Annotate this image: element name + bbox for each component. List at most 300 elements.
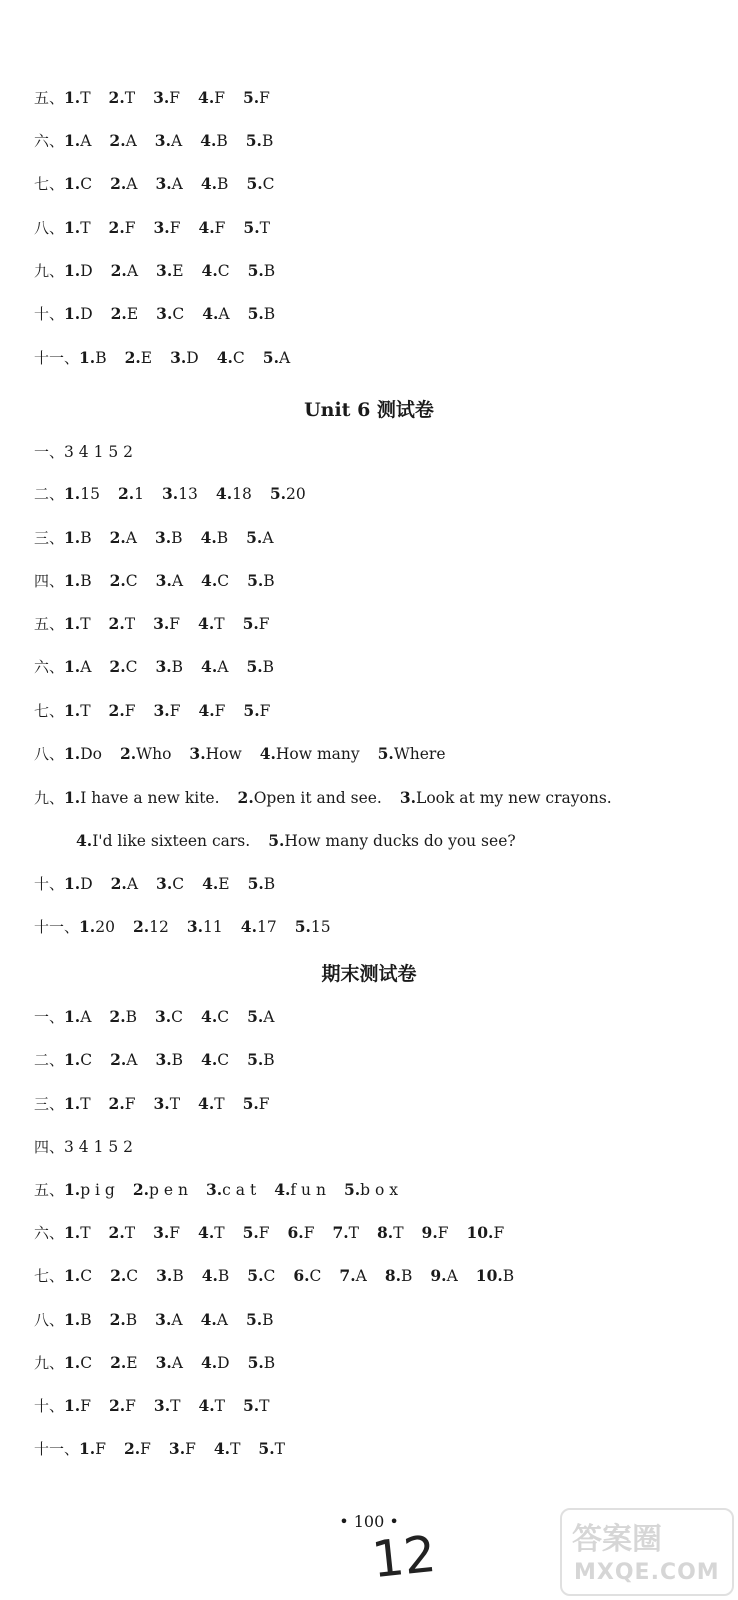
- answer-item: [201, 175, 229, 193]
- item-number: 4.: [201, 1007, 218, 1026]
- answer-item: [64, 305, 93, 323]
- question-number: 七、: [34, 702, 65, 720]
- item-number: 3.: [156, 261, 173, 280]
- item-number: 5.: [269, 484, 287, 503]
- item-number: 3.: [154, 131, 171, 150]
- item-number: 5.: [294, 917, 311, 936]
- item-number: 5.: [247, 304, 264, 323]
- answer-item: [243, 615, 270, 633]
- answer-item: [198, 702, 225, 720]
- item-number: 5.: [247, 571, 264, 590]
- answer-item: [64, 745, 102, 763]
- item-number: 4.: [201, 1266, 218, 1285]
- item-answer: How many: [275, 745, 360, 763]
- question-number: 三、: [34, 1095, 65, 1113]
- item-answer: b o x: [360, 1181, 398, 1199]
- item-number: 3.: [170, 348, 187, 367]
- item-answer: F: [124, 219, 136, 237]
- item-number: 1.: [64, 744, 81, 763]
- answer-line: [34, 174, 293, 194]
- answer-item: [288, 1224, 315, 1242]
- answer-item: [124, 1440, 151, 1458]
- answer-item: [156, 875, 184, 893]
- item-number: 10.: [466, 1223, 494, 1242]
- item-number: 10.: [475, 1266, 503, 1285]
- item-answer: B: [262, 1311, 274, 1329]
- item-number: 5.: [246, 657, 263, 676]
- item-number: 2.: [237, 788, 254, 807]
- item-answer: Look at my new crayons.: [416, 789, 612, 807]
- item-answer: f u n: [290, 1181, 326, 1199]
- item-answer: A: [278, 349, 291, 367]
- item-answer: B: [263, 572, 275, 590]
- item-number: 4.: [198, 88, 215, 107]
- item-number: 5.: [247, 1007, 264, 1026]
- item-answer: B: [171, 658, 184, 676]
- item-number: 5.: [247, 1353, 264, 1372]
- handwritten-mark: 12: [369, 1524, 439, 1590]
- item-answer: B: [216, 132, 228, 150]
- answer-item: [258, 1440, 285, 1458]
- item-answer: T: [80, 1095, 91, 1113]
- answer-item: [246, 1311, 274, 1329]
- item-answer: F: [493, 1224, 505, 1242]
- answer-line: [34, 614, 288, 634]
- item-answer: B: [502, 1267, 515, 1285]
- item-answer: B: [262, 658, 275, 676]
- question-number: 六、: [34, 658, 65, 676]
- item-number: 3.: [153, 614, 170, 633]
- item-answer: F: [437, 1224, 449, 1242]
- question-number: 六、: [34, 1224, 65, 1242]
- item-number: 3.: [153, 218, 170, 237]
- item-number: 5.: [243, 701, 260, 720]
- question-number: 十、: [34, 875, 65, 893]
- item-number: 1.: [64, 528, 81, 547]
- item-number: 3.: [153, 701, 170, 720]
- item-answer: E: [126, 305, 139, 323]
- answer-item: [64, 615, 91, 633]
- item-number: 3.: [153, 1094, 170, 1113]
- answer-item: [64, 789, 220, 807]
- answer-item: [110, 529, 137, 547]
- item-number: 3.: [155, 1050, 172, 1069]
- item-number: 2.: [123, 1439, 141, 1458]
- answer-item: [206, 1181, 256, 1199]
- item-answer: C: [262, 175, 275, 193]
- question-number: 四、: [34, 572, 65, 590]
- answer-item: [201, 1008, 229, 1026]
- question-number: 十一、: [34, 918, 80, 936]
- item-answer: F: [258, 1095, 270, 1113]
- item-number: 8.: [377, 1223, 394, 1242]
- answer-line: [34, 1137, 151, 1157]
- item-answer: C: [232, 349, 245, 367]
- item-answer: B: [172, 1267, 184, 1285]
- answer-item: [155, 175, 182, 193]
- item-answer: F: [214, 89, 225, 107]
- item-number: 5.: [245, 131, 262, 150]
- item-number: 6.: [287, 1223, 304, 1242]
- item-number: 5.: [242, 614, 259, 633]
- item-number: 2.: [132, 1180, 150, 1199]
- item-number: 1.: [64, 874, 81, 893]
- answer-item: [79, 349, 107, 367]
- item-number: 1.: [64, 484, 81, 503]
- item-answer: B: [263, 262, 276, 280]
- item-answer: I have a new kite.: [80, 789, 220, 807]
- item-answer: A: [171, 1311, 183, 1329]
- item-answer: E: [140, 349, 153, 367]
- answer-item: [201, 529, 229, 547]
- answer-line: [34, 1396, 288, 1416]
- item-number: 1.: [64, 88, 81, 107]
- answer-item: [200, 132, 228, 150]
- item-answer: D: [217, 1354, 230, 1372]
- item-answer: 20: [286, 485, 306, 503]
- answer-item: [201, 572, 229, 590]
- item-number: 5.: [243, 218, 260, 237]
- item-answer: C: [217, 572, 230, 590]
- answer-item: [248, 305, 276, 323]
- answer-line: [34, 701, 288, 721]
- item-answer: B: [95, 349, 107, 367]
- item-number: 1.: [64, 1050, 81, 1069]
- item-answer: T: [124, 1224, 136, 1242]
- answer-item: [378, 745, 446, 763]
- item-answer: C: [172, 875, 185, 893]
- answer-item: [64, 1224, 91, 1242]
- item-answer: B: [80, 572, 92, 590]
- answer-item: [110, 1311, 138, 1329]
- answer-item: [260, 745, 360, 763]
- item-number: 2.: [110, 174, 127, 193]
- item-answer: B: [263, 1354, 276, 1372]
- answer-item: [268, 832, 515, 850]
- item-number: 2.: [110, 261, 127, 280]
- item-number: 2.: [109, 571, 126, 590]
- item-answer: I'd like sixteen cars.: [92, 832, 251, 850]
- item-number: 9.: [421, 1223, 438, 1242]
- item-number: 4.: [259, 744, 276, 763]
- item-answer: A: [126, 1051, 138, 1069]
- item-number: 4.: [215, 484, 233, 503]
- answer-item: [64, 572, 92, 590]
- item-number: 5.: [242, 1223, 259, 1242]
- answer-item: [187, 918, 223, 936]
- item-number: 1.: [64, 1310, 81, 1329]
- answer-item: [476, 1267, 514, 1285]
- item-answer: B: [217, 175, 229, 193]
- item-answer: D: [80, 875, 93, 893]
- item-answer: A: [446, 1267, 458, 1285]
- answer-item: [247, 1267, 275, 1285]
- question-number: 九、: [34, 262, 65, 280]
- answer-item: [64, 175, 92, 193]
- item-number: 4.: [202, 874, 219, 893]
- item-number: 5.: [258, 1439, 275, 1458]
- item-number: 5.: [246, 528, 263, 547]
- item-number: 2.: [124, 348, 141, 367]
- item-number: 4.: [198, 218, 215, 237]
- question-number: 二、: [34, 485, 65, 503]
- item-answer: T: [214, 1095, 225, 1113]
- item-answer: F: [259, 702, 271, 720]
- item-answer: B: [171, 529, 183, 547]
- section-heading: Unit 6 测试卷: [304, 399, 434, 421]
- question-number: 六、: [34, 132, 65, 150]
- answer-item: [400, 789, 612, 807]
- item-number: 3.: [162, 484, 179, 503]
- answer-item: [109, 658, 137, 676]
- answer-item: [422, 1224, 449, 1242]
- answer-item: [293, 1267, 321, 1285]
- item-answer: 11: [203, 918, 223, 936]
- answer-line: [34, 218, 288, 238]
- answer-item: [111, 875, 138, 893]
- answer-item: [64, 132, 91, 150]
- answer-line: [34, 442, 151, 462]
- item-number: 1.: [64, 261, 81, 280]
- answer-item: [217, 349, 245, 367]
- answer-item: [243, 219, 270, 237]
- watermark-domain: MXQE.COM: [574, 1560, 720, 1585]
- item-number: 5.: [246, 174, 263, 193]
- answer-item: [198, 615, 225, 633]
- question-number: 九、: [34, 1354, 65, 1372]
- answer-item: [247, 572, 275, 590]
- item-answer: T: [80, 615, 91, 633]
- answer-item: [64, 1008, 91, 1026]
- answer-item: [246, 175, 274, 193]
- answer-item: [170, 349, 199, 367]
- item-answer: C: [217, 1051, 230, 1069]
- answer-item: [189, 745, 241, 763]
- answer-item: [201, 1354, 230, 1372]
- item-number: 4.: [240, 917, 257, 936]
- answer-item: [64, 1051, 92, 1069]
- watermark-logo: [560, 1508, 734, 1596]
- question-number: 七、: [34, 1267, 65, 1285]
- answer-item: [109, 132, 136, 150]
- item-number: 1.: [64, 1007, 81, 1026]
- answer-item: [110, 1267, 138, 1285]
- answer-item: [109, 1397, 136, 1415]
- answer-line: [34, 874, 293, 894]
- answer-item: [64, 702, 91, 720]
- answer-line: [34, 1353, 293, 1373]
- item-number: 5.: [247, 1050, 264, 1069]
- answer-line: [34, 1266, 532, 1286]
- item-answer: F: [258, 615, 270, 633]
- item-answer: F: [95, 1440, 106, 1458]
- item-number: 7.: [339, 1266, 356, 1285]
- answer-item: [109, 1095, 136, 1113]
- item-number: 2.: [109, 1007, 126, 1026]
- answer-item: [64, 1095, 91, 1113]
- answer-item: [64, 1138, 133, 1156]
- item-answer: D: [80, 262, 93, 280]
- item-number: 4.: [198, 614, 215, 633]
- item-answer: 12: [149, 918, 169, 936]
- item-number: 2.: [109, 1310, 126, 1329]
- item-answer: B: [80, 529, 92, 547]
- item-answer: A: [170, 132, 183, 150]
- answer-item: [76, 832, 250, 850]
- item-answer: E: [126, 1354, 138, 1372]
- item-answer: F: [303, 1224, 315, 1242]
- answer-item: [202, 875, 230, 893]
- item-answer: T: [214, 1397, 225, 1415]
- item-number: 3.: [155, 571, 172, 590]
- answer-item: [64, 658, 91, 676]
- item-answer: C: [80, 1267, 93, 1285]
- page-number: • 100 •: [339, 1512, 399, 1531]
- item-answer: T: [80, 702, 91, 720]
- answer-item: [111, 305, 139, 323]
- answer-line: [34, 657, 292, 677]
- answer-item: [216, 485, 252, 503]
- item-answer: C: [126, 1267, 139, 1285]
- item-number: 3.: [155, 1310, 172, 1329]
- watermark-text: 答案圈: [572, 1522, 662, 1557]
- item-answer: F: [259, 89, 270, 107]
- item-answer: A: [218, 305, 230, 323]
- item-answer: C: [172, 305, 185, 323]
- answer-item: [198, 1224, 225, 1242]
- answer-item: [109, 615, 136, 633]
- answer-item: [263, 349, 290, 367]
- item-number: 3.: [189, 744, 206, 763]
- answer-line: [34, 261, 293, 281]
- question-number: 十一、: [34, 349, 80, 367]
- item-number: 4.: [201, 261, 218, 280]
- item-number: 1.: [64, 174, 81, 193]
- item-answer: T: [259, 219, 270, 237]
- answer-item: [241, 918, 277, 936]
- item-answer: T: [259, 1397, 270, 1415]
- item-number: 1.: [64, 1223, 81, 1242]
- item-number: 1.: [79, 348, 96, 367]
- item-number: 2.: [108, 614, 125, 633]
- answer-item: [110, 175, 137, 193]
- answer-item: [64, 443, 133, 461]
- item-answer: How many ducks do you see?: [284, 832, 516, 850]
- item-number: 4.: [213, 1439, 231, 1458]
- item-answer: B: [401, 1267, 413, 1285]
- item-number: 4.: [76, 831, 93, 850]
- question-number: 三、: [34, 529, 65, 547]
- answer-item: [154, 1397, 181, 1415]
- item-number: 2.: [108, 701, 125, 720]
- item-number: 1.: [64, 657, 81, 676]
- item-answer: A: [126, 875, 139, 893]
- item-answer: E: [172, 262, 184, 280]
- item-number: 1.: [64, 1396, 81, 1415]
- item-answer: A: [126, 175, 138, 193]
- item-answer: 20: [95, 918, 115, 936]
- answer-item: [246, 132, 274, 150]
- answer-item: [246, 658, 274, 676]
- answer-item: [79, 1440, 106, 1458]
- answer-item: [243, 1224, 270, 1242]
- item-answer: F: [169, 615, 181, 633]
- item-number: 2.: [108, 1094, 125, 1113]
- item-answer: A: [80, 658, 92, 676]
- item-answer: F: [140, 1440, 151, 1458]
- item-answer: C: [80, 175, 93, 193]
- answer-item: [110, 1051, 137, 1069]
- answer-item: [156, 1267, 184, 1285]
- answer-item: [153, 1224, 180, 1242]
- question-number: 八、: [34, 745, 65, 763]
- item-number: 1.: [64, 1180, 81, 1199]
- answer-item: [64, 262, 93, 280]
- item-number: 1.: [64, 788, 81, 807]
- item-number: 1.: [64, 1094, 81, 1113]
- answer-item: [155, 132, 182, 150]
- item-number: 1.: [64, 701, 81, 720]
- answer-item: [154, 702, 181, 720]
- item-number: 2.: [109, 657, 126, 676]
- item-answer: F: [124, 1095, 136, 1113]
- answer-item: [64, 485, 100, 503]
- answer-line: [34, 348, 308, 368]
- answer-line: [34, 88, 288, 108]
- item-number: 4.: [201, 571, 218, 590]
- item-answer: B: [171, 1051, 184, 1069]
- answer-item: [154, 219, 181, 237]
- item-answer: B: [217, 1267, 230, 1285]
- item-answer: C: [309, 1267, 322, 1285]
- question-number: 五、: [34, 615, 65, 633]
- item-answer: B: [261, 132, 274, 150]
- answer-item: [155, 1008, 183, 1026]
- item-answer: T: [170, 1397, 181, 1415]
- item-answer: T: [348, 1224, 359, 1242]
- item-answer: A: [262, 529, 274, 547]
- item-answer: C: [171, 1008, 184, 1026]
- item-number: 4.: [198, 1396, 215, 1415]
- item-number: 4.: [198, 1223, 215, 1242]
- answer-item: [339, 1267, 366, 1285]
- item-answer: A: [217, 658, 229, 676]
- item-number: 2.: [109, 528, 126, 547]
- item-number: 4.: [200, 131, 217, 150]
- item-answer: F: [214, 219, 226, 237]
- item-number: 2.: [119, 744, 137, 763]
- item-number: 4.: [202, 304, 219, 323]
- item-answer: A: [355, 1267, 367, 1285]
- item-answer: C: [263, 1267, 276, 1285]
- answer-item: [120, 745, 171, 763]
- answer-item: [162, 485, 198, 503]
- answer-item: [201, 658, 228, 676]
- item-number: 3.: [168, 1439, 186, 1458]
- item-number: 2.: [117, 484, 135, 503]
- answer-item: [118, 485, 144, 503]
- item-answer: A: [80, 132, 92, 150]
- answer-item: [246, 529, 273, 547]
- answer-line: [34, 484, 324, 504]
- item-number: 3.: [154, 1007, 172, 1026]
- item-number: 3.: [156, 874, 173, 893]
- answer-item: [270, 485, 306, 503]
- answer-item: [248, 1354, 276, 1372]
- answer-item: [153, 89, 180, 107]
- item-answer: A: [125, 529, 137, 547]
- item-answer: A: [126, 262, 139, 280]
